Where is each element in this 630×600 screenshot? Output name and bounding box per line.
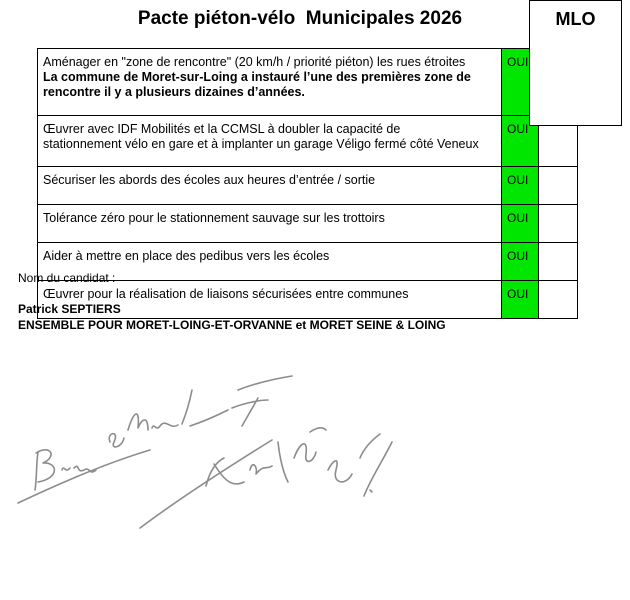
pledge-row (38, 49, 578, 116)
answer-cell: OUI (502, 49, 539, 116)
pledge-row (38, 281, 578, 319)
pledge-row (38, 116, 578, 167)
pledge-table (37, 48, 578, 319)
answer-cell: OUI (502, 167, 539, 205)
pledge-text: Sécuriser les abords des écoles aux heures d’entrée / sortie (43, 173, 376, 187)
empty-cell (539, 281, 578, 319)
answer-cell: OUI (502, 205, 539, 243)
pledge-text: Œuvrer pour la réalisation de liaisons sécurisées entre communes (43, 287, 409, 301)
pledge-text: Tolérance zéro pour le stationnement sauvage sur les trottoirs (43, 211, 385, 225)
pledge-text: stationnement vélo en gare et à implanter un garage Véligo fermé côté Veneux (43, 137, 479, 151)
pledge-row (38, 243, 578, 281)
pledge-row (38, 205, 578, 243)
pledge-commitment: La commune de Moret-sur-Loing a instauré l’une des premières zone de rencontre il y a plusieurs dizaines d’années. (43, 70, 471, 99)
pledge-proposal (38, 116, 502, 167)
pledge-proposal (38, 205, 502, 243)
candidate-name: Patrick SEPTIERS (18, 302, 121, 316)
handwritten-signature (10, 370, 410, 540)
pledge-proposal (38, 167, 502, 205)
pledge-proposal (38, 49, 502, 116)
answer-cell: OUI (502, 281, 539, 319)
pledge-text: Aider à mettre en place des pedibus vers les écoles (43, 249, 330, 263)
empty-cell (539, 205, 578, 243)
pledge-proposal (38, 281, 502, 319)
commune-code-box (529, 0, 622, 126)
empty-cell (539, 243, 578, 281)
document-title: Pacte piéton-vélo Municipales 2026 (137, 8, 463, 29)
pledge-row (38, 167, 578, 205)
commune-code: MLO (555, 9, 596, 29)
pledge-text: Œuvrer avec IDF Mobilités et la CCMSL à doubler la capacité de (43, 122, 401, 136)
candidate-label: Nom du candidat : (18, 271, 116, 285)
pledge-proposal (38, 243, 502, 281)
candidate-list: ENSEMBLE POUR MORET-LOING-ET-ORVANNE et MORET SEINE & LOING (18, 318, 446, 332)
answer-cell: OUI (502, 243, 539, 281)
empty-cell (539, 167, 578, 205)
pledge-text: Aménager en "zone de rencontre" (20 km/h / priorité piéton) les rues étroites (43, 55, 466, 69)
answer-cell: OUI (502, 116, 539, 167)
